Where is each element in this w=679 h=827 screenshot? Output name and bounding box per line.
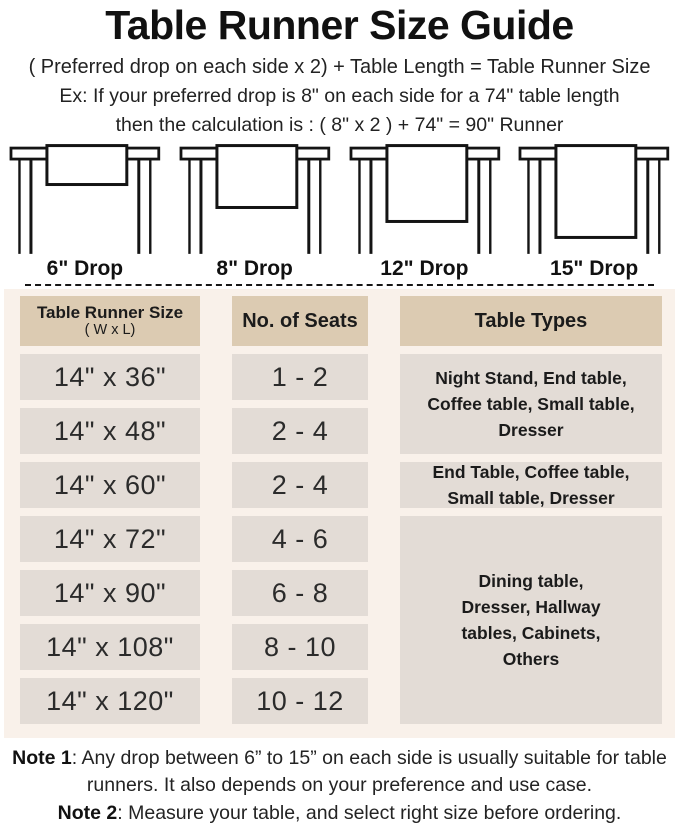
drop-label-6: 6" Drop <box>46 257 124 280</box>
types-cell-small-tables: Night Stand, End table, Coffee table, Small table, Dresser <box>400 354 662 454</box>
note-1 <box>9 745 671 800</box>
header-seats: No. of Seats <box>232 296 368 346</box>
note-2 <box>9 800 671 827</box>
size-chart-grid <box>20 296 675 724</box>
seats-cell-8-10: 8 - 10 <box>232 624 368 670</box>
drop-label-15: 15" Drop <box>550 257 639 280</box>
size-chart-section <box>4 289 675 738</box>
size-cell-14x90: 14" x 90" <box>20 570 200 616</box>
note-2-label: Note 2 <box>57 801 118 824</box>
notes-block <box>9 745 671 827</box>
drop-labels-row <box>0 257 679 281</box>
table-diagram-15-drop <box>509 144 679 256</box>
size-cell-14x48: 14" x 48" <box>20 408 200 454</box>
table-diagram-6-drop <box>0 144 170 256</box>
drop-label-12: 12" Drop <box>380 257 469 280</box>
types-cell-large-tables: Dining table, Dresser, Hallway tables, Cabinets, Others <box>400 516 662 724</box>
seats-cell-1-2: 1 - 2 <box>232 354 368 400</box>
dashed-divider <box>25 284 654 286</box>
example-line-1: Ex: If your preferred drop is 8" on each side for a 74" table length <box>59 85 620 107</box>
header-runner-size <box>20 296 200 346</box>
types-cell-medium-tables: End Table, Coffee table, Small table, Dresser <box>400 462 662 508</box>
formula-text: ( Preferred drop on each side x 2) + Table Length = Table Runner Size <box>28 56 651 78</box>
seats-cell-6-8: 6 - 8 <box>232 570 368 616</box>
header-runner-size-sub: ( W x L) <box>84 322 136 339</box>
note-1-text: : Any drop between 6” to 15” on each side is usually suitable for table runners. It also depends on your preference and use case. <box>71 747 667 797</box>
size-cell-14x108: 14" x 108" <box>20 624 200 670</box>
size-cell-14x36: 14" x 36" <box>20 354 200 400</box>
table-diagram-8-drop <box>170 144 340 256</box>
seats-cell-4-6: 4 - 6 <box>232 516 368 562</box>
drop-diagrams-row <box>0 144 679 256</box>
table-diagram-12-drop <box>340 144 510 256</box>
page-title: Table Runner Size Guide <box>105 2 574 48</box>
drop-label-8: 8" Drop <box>216 257 293 280</box>
seats-cell-2-4a: 2 - 4 <box>232 408 368 454</box>
header-table-types: Table Types <box>400 296 662 346</box>
note-1-label: Note 1 <box>12 747 72 769</box>
size-cell-14x72: 14" x 72" <box>20 516 200 562</box>
size-cell-14x120: 14" x 120" <box>20 678 200 724</box>
example-line-2: then the calculation is : ( 8" x 2 ) + 74" = 90" Runner <box>115 114 564 136</box>
seats-cell-10-12: 10 - 12 <box>232 678 368 724</box>
size-cell-14x60: 14" x 60" <box>20 462 200 508</box>
header-runner-size-title: Table Runner Size <box>36 302 184 322</box>
seats-cell-2-4b: 2 - 4 <box>232 462 368 508</box>
note-2-text: : Measure your table, and select right size before ordering. <box>117 801 622 824</box>
